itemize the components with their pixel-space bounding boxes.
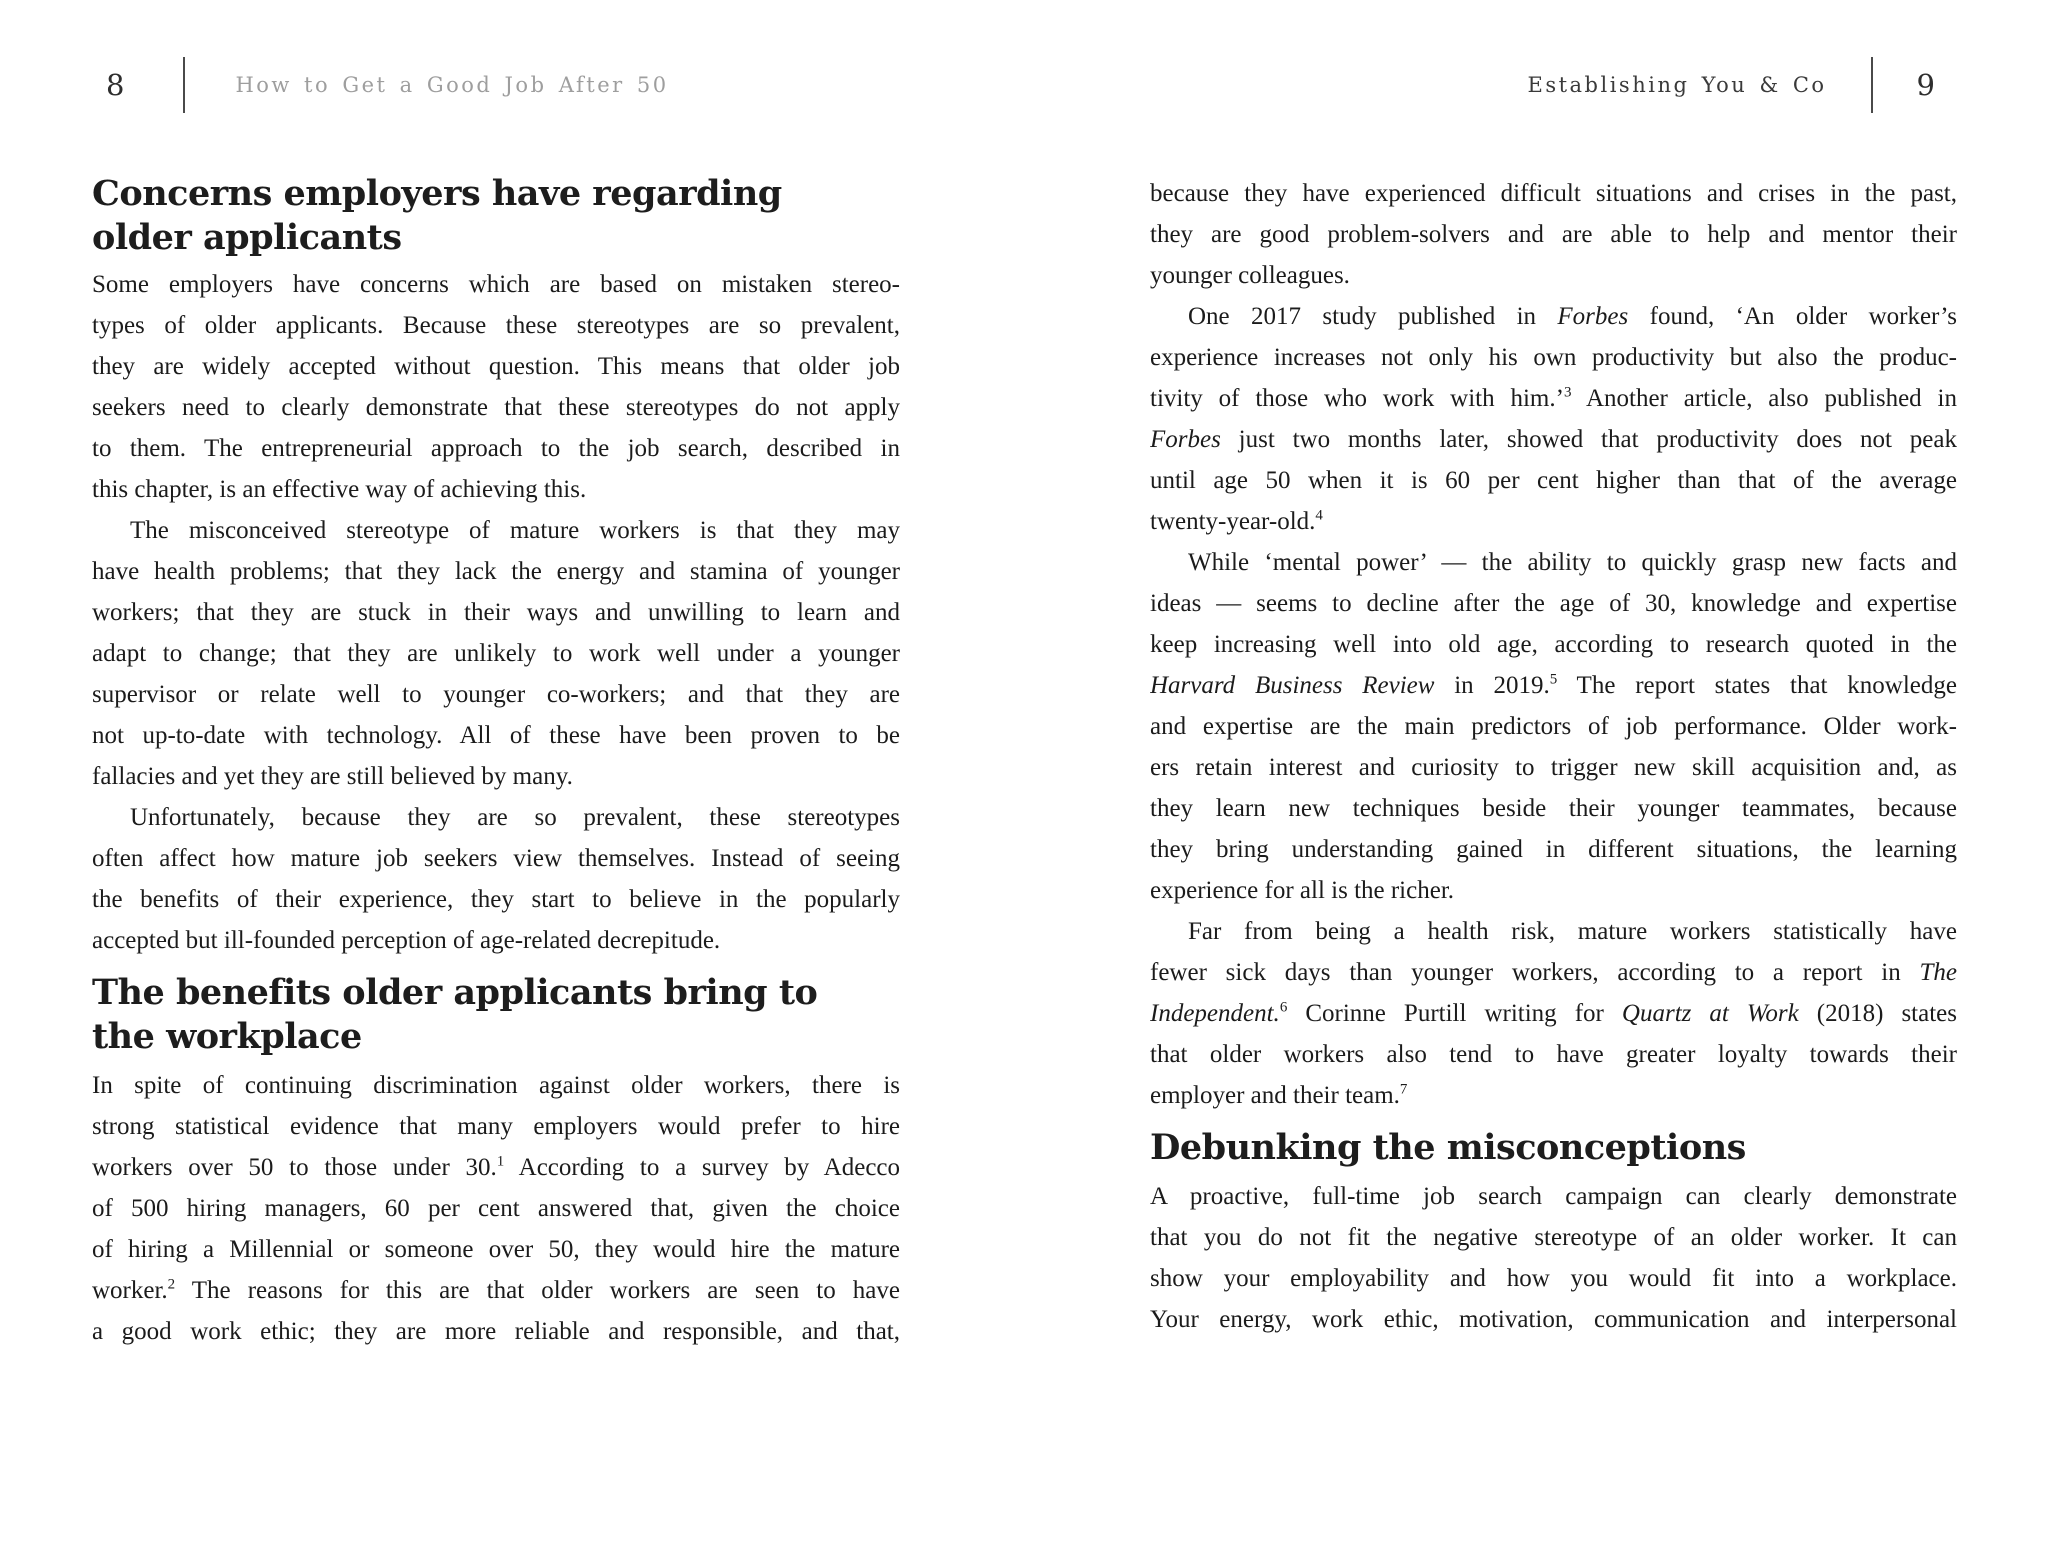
text-line: employer and their team.$^7$ [1150, 1081, 1408, 1109]
header-rule [183, 57, 185, 113]
paragraph [92, 1065, 900, 1352]
text-line: they are good problem-solvers and are able to help and mentor their [1150, 221, 1957, 248]
text-line: Independent.$^6$ Corinne Purtill writing for Quartz at Work (2018) states [1150, 999, 1957, 1027]
text-line: that older workers also tend to have greater loyalty towards their [1150, 1041, 1957, 1068]
text-line: Forbes just two months later, showed that productivity does not peak [1150, 426, 1957, 453]
page-number: 8 [106, 68, 126, 102]
left-page-content [92, 172, 900, 1352]
text-line: of hiring a Millennial or someone over 50, they would hire the mature [92, 1236, 900, 1263]
text-line: that you do not fit the negative stereotype of an older worker. It can [1150, 1224, 1957, 1251]
text-line: they learn new techniques beside their younger teammates, because [1150, 795, 1957, 822]
text-line: and expertise are the main predictors of job performance. Older work- [1150, 713, 1957, 740]
paragraph [1150, 173, 1957, 296]
text-line: Your energy, work ethic, motivation, communication and interpersonal [1150, 1306, 1957, 1333]
text-line: workers; that they are stuck in their ways and unwilling to learn and [92, 599, 900, 626]
text-line: have health problems; that they lack the energy and stamina of younger [92, 558, 900, 585]
section-heading [92, 172, 900, 260]
text-line: strong statistical evidence that many employers would prefer to hire [92, 1113, 900, 1140]
text-line: experience increases not only his own productivity but also the produc- [1150, 344, 1957, 371]
section-heading [92, 971, 900, 1059]
text-line: In spite of continuing discrimination against older workers, there is [92, 1072, 900, 1099]
text-line: they are widely accepted without question. This means that older job [92, 353, 900, 380]
text-line: to them. The entrepreneurial approach to the job search, described in [92, 435, 900, 462]
running-head-title: How to Get a Good Job After 50 [235, 73, 669, 97]
text-line: One 2017 study published in Forbes found, ‘An older worker’s [1188, 303, 1957, 330]
heading-line: Debunking the misconceptions [1150, 1127, 1746, 1168]
paragraph [1150, 911, 1957, 1116]
text-line: types of older applicants. Because these stereotypes are so prevalent, [92, 312, 900, 339]
text-line: Far from being a health risk, mature workers statistically have [1188, 918, 1957, 945]
text-line: experience for all is the richer. [1150, 877, 1455, 904]
text-line: not up-to-date with technology. All of these have been proven to be [92, 722, 900, 749]
text-line: The misconceived stereotype of mature workers is that they may [130, 517, 900, 544]
right-page [1024, 0, 2048, 1549]
text-line: worker.$^2$ The reasons for this are that older workers are seen to have [92, 1276, 900, 1304]
text-line: workers over 50 to those under 30.$^1$ According to a survey by Adecco [92, 1153, 900, 1181]
text-line: fallacies and yet they are still believed by many. [92, 763, 573, 790]
heading-line: older applicants [92, 217, 402, 258]
paragraph [1150, 542, 1957, 911]
text-line: younger colleagues. [1150, 262, 1350, 289]
text-line: While ‘mental power’ — the ability to quickly grasp new facts and [1188, 549, 1957, 576]
text-line: twenty-year-old.$^4$ [1150, 507, 1323, 535]
running-head-title: Establishing You & Co [1527, 73, 1827, 97]
text-line: fewer sick days than younger workers, according to a report in The [1150, 959, 1957, 986]
right-running-head [1024, 56, 2048, 114]
text-line: accepted but ill-founded perception of age-related decrepitude. [92, 927, 721, 954]
text-line: keep increasing well into old age, according to research quoted in the [1150, 631, 1957, 658]
header-rule [1871, 57, 1873, 113]
paragraph [1150, 1176, 1957, 1340]
text-line: seekers need to clearly demonstrate that these stereotypes do not apply [92, 394, 900, 421]
text-line: show your employability and how you would fit into a workplace. [1150, 1265, 1957, 1292]
text-line: tivity of those who work with him.’$^3$ Another article, also published in [1150, 384, 1957, 412]
text-line: Harvard Business Review in 2019.$^5$ The report states that knowledge [1150, 671, 1957, 699]
paragraph [1150, 296, 1957, 542]
paragraph [92, 797, 900, 961]
text-line: Unfortunately, because they are so prevalent, these stereotypes [130, 804, 900, 831]
text-line: adapt to change; that they are unlikely to work well under a younger [92, 640, 900, 667]
text-line: supervisor or relate well to younger co-workers; and that they are [92, 681, 900, 708]
text-line: a good work ethic; they are more reliable and responsible, and that, [92, 1318, 900, 1345]
page-number: 9 [1916, 68, 1936, 102]
text-line: this chapter, is an effective way of achieving this. [92, 476, 587, 503]
text-line: ers retain interest and curiosity to trigger new skill acquisition and, as [1150, 754, 1957, 781]
text-line: until age 50 when it is 60 per cent higher than that of the average [1150, 467, 1957, 494]
right-page-content [1150, 173, 1957, 1340]
text-line: they bring understanding gained in different situations, the learning [1150, 836, 1957, 863]
text-line: Some employers have concerns which are based on mistaken stereo- [92, 271, 900, 298]
heading-line: Concerns employers have regarding [92, 173, 782, 214]
left-running-head [0, 56, 669, 114]
text-line: because they have experienced difficult situations and crises in the past, [1150, 180, 1957, 207]
text-line: of 500 hiring managers, 60 per cent answered that, given the choice [92, 1195, 900, 1222]
paragraph [92, 510, 900, 797]
section-heading [1150, 1126, 1957, 1170]
heading-line: the workplace [92, 1016, 362, 1057]
heading-line: The benefits older applicants bring to [92, 972, 818, 1013]
paragraph [92, 264, 900, 510]
text-line: the benefits of their experience, they start to believe in the popularly [92, 886, 900, 913]
text-line: ideas — seems to decline after the age of 30, knowledge and expertise [1150, 590, 1957, 617]
text-line: often affect how mature job seekers view themselves. Instead of seeing [92, 845, 900, 872]
text-line: A proactive, full-time job search campaign can clearly demonstrate [1150, 1183, 1957, 1210]
